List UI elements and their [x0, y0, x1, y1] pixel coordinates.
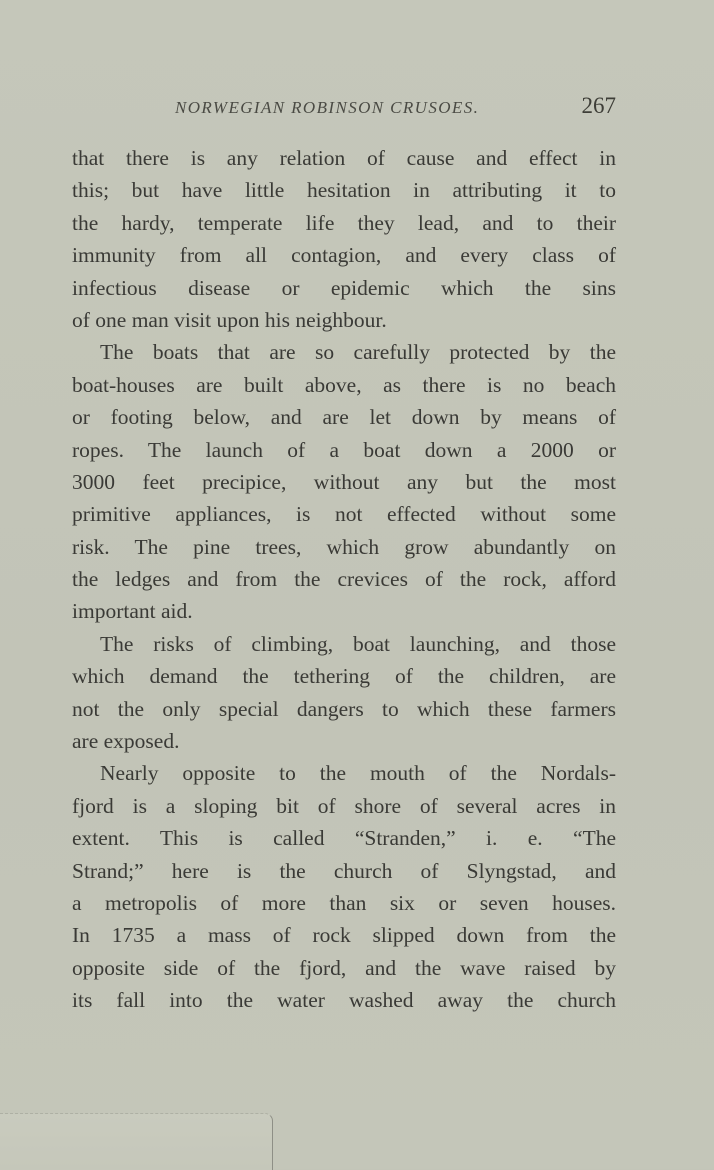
page-header	[150, 93, 616, 124]
text-line: this; but have little hesitation in attributing it to	[72, 178, 616, 203]
text-line: infectious disease or epidemic which the sins	[72, 275, 616, 300]
text-line: immunity from all contagion, and every class of	[72, 243, 616, 268]
text-line: of one man visit upon his neighbour.	[72, 307, 387, 332]
text-line: that there is any relation of cause and effect in	[72, 146, 616, 170]
text-line: Nearly opposite to the mouth of the Nordals-	[100, 761, 616, 786]
page-number: 267	[581, 93, 616, 118]
text-line: are exposed.	[72, 729, 180, 754]
text-line: which demand the tethering of the children, are	[72, 664, 616, 689]
text-line: the hardy, temperate life they lead, and to their	[72, 210, 616, 235]
body-text	[72, 142, 616, 1017]
text-line: Strand;” here is the church of Slyngstad, and	[72, 858, 616, 883]
text-line: 3000 feet precipice, without any but the most	[72, 469, 616, 494]
text-line: the ledges and from the crevices of the rock, afford	[72, 567, 616, 592]
text-line: The boats that are so carefully protected by the	[100, 340, 616, 365]
text-line: fjord is a sloping bit of shore of several acres in	[72, 793, 616, 818]
text-line: its fall into the water washed away the church	[72, 988, 616, 1013]
text-line: primitive appliances, is not effected without some	[72, 502, 616, 527]
text-line: extent. This is called “Stranden,” i. e. “The	[72, 826, 616, 851]
text-line: a metropolis of more than six or seven houses.	[72, 890, 616, 915]
text-line: opposite side of the fjord, and the wave raised by	[72, 955, 616, 980]
text-line: not the only special dangers to which these farmers	[72, 696, 616, 721]
text-line: or footing below, and are let down by means of	[72, 405, 616, 430]
text-line: boat-houses are built above, as there is no beach	[72, 372, 616, 397]
text-line: important aid.	[72, 599, 193, 624]
text-line: In 1735 a mass of rock slipped down from the	[72, 923, 616, 948]
running-head: NORWEGIAN ROBINSON CRUSOES.	[175, 98, 480, 117]
scan-corner-slip	[0, 1113, 273, 1170]
text-line: ropes. The launch of a boat down a 2000 or	[72, 437, 616, 462]
text-line: The risks of climbing, boat launching, and those	[100, 631, 616, 656]
text-line: risk. The pine trees, which grow abundantly on	[72, 534, 616, 559]
